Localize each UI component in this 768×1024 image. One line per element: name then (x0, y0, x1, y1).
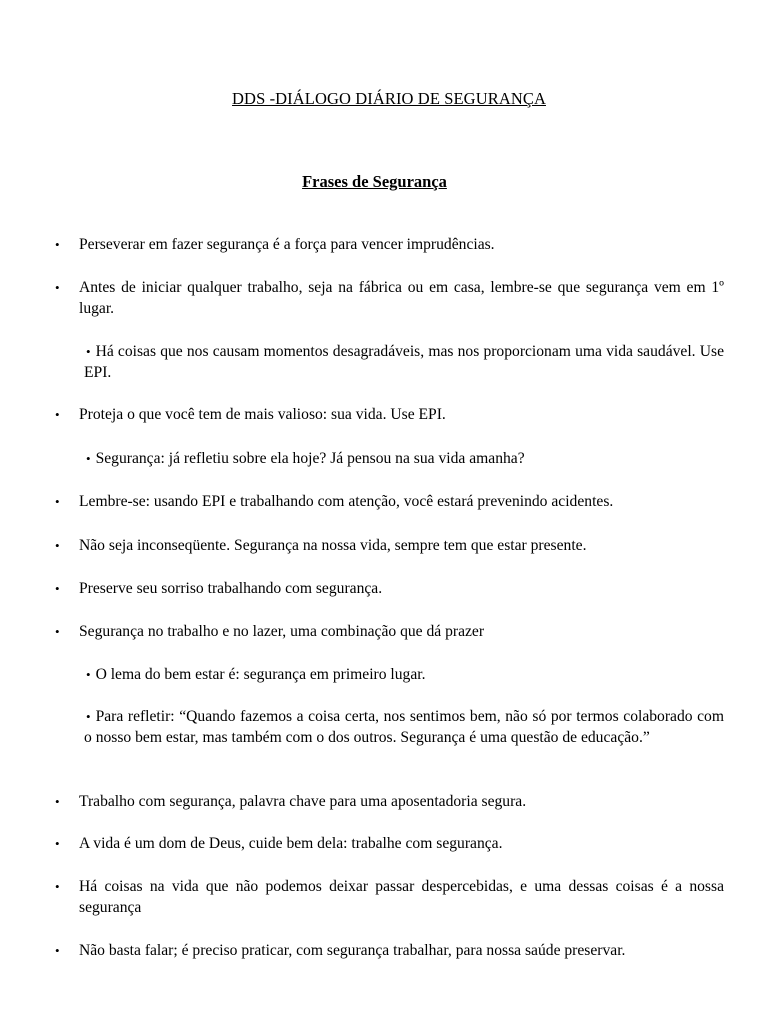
document-title: DDS -DIÁLOGO DIÁRIO DE SEGURANÇA (232, 89, 546, 108)
list-item-text: Antes de iniciar qualquer trabalho, seja na fábrica ou em casa, lembre-se que segurança vem em 1º lugar. (79, 279, 724, 317)
list-item (55, 833, 724, 854)
bullet-icon: • (55, 538, 60, 553)
list-item (55, 491, 724, 512)
bullet-icon: • (55, 494, 60, 509)
list-item-text: Há coisas que nos causam momentos desagradáveis, mas nos proporcionam uma vida saudável. Use EPI. (84, 343, 724, 381)
list-item (55, 404, 724, 425)
list-item-text: Perseverar em fazer segurança é a força para vencer imprudências. (79, 236, 495, 253)
bullet-icon: • (86, 709, 91, 724)
bullet-icon: • (55, 237, 60, 252)
bullet-icon: • (55, 624, 60, 639)
list-item-text: O lema do bem estar é: segurança em primeiro lugar. (95, 666, 426, 683)
list-item-text: Segurança: já refletiu sobre ela hoje? Já pensou na sua vida amanha? (95, 450, 525, 467)
bullet-icon: • (55, 407, 60, 422)
sub-list-item (84, 706, 724, 748)
bullet-icon: • (55, 943, 60, 958)
list-item (55, 940, 724, 961)
list-item (55, 791, 724, 812)
list-item-text: A vida é um dom de Deus, cuide bem dela: trabalhe com segurança. (79, 835, 503, 852)
bullet-icon: • (55, 879, 60, 894)
list-item (55, 535, 724, 556)
list-item (55, 876, 724, 918)
document-subtitle: Frases de Segurança (302, 172, 447, 191)
list-item (55, 277, 724, 319)
list-item-text: Não basta falar; é preciso praticar, com segurança trabalhar, para nossa saúde preservar. (79, 942, 626, 959)
bullet-icon: • (55, 794, 60, 809)
list-item-text: Para refletir: “Quando fazemos a coisa certa, nos sentimos bem, não só por termos colaborado com o nosso bem estar, mas também com o dos outros. Segurança é uma questão de educação.” (84, 708, 724, 746)
bullet-icon: • (55, 581, 60, 596)
list-item (55, 621, 724, 642)
list-item-text: Preserve seu sorriso trabalhando com segurança. (79, 580, 383, 597)
list-item (55, 234, 724, 255)
list-item-text: Há coisas na vida que não podemos deixar passar despercebidas, e uma dessas coisas é a nossa segurança (79, 878, 724, 916)
list-item-text: Trabalho com segurança, palavra chave para uma aposentadoria segura. (79, 793, 527, 810)
sub-list-item (84, 448, 724, 469)
list-item-text: Segurança no trabalho e no lazer, uma combinação que dá prazer (79, 623, 485, 640)
bullet-icon: • (55, 836, 60, 851)
sub-list-item (84, 341, 724, 383)
bullet-icon: • (86, 344, 91, 359)
list-item-text: Não seja inconseqüente. Segurança na nossa vida, sempre tem que estar presente. (79, 537, 587, 554)
list-item-text: Proteja o que você tem de mais valioso: sua vida. Use EPI. (79, 406, 446, 423)
bullet-icon: • (86, 667, 91, 682)
bullet-icon: • (55, 280, 60, 295)
sub-list-item (84, 664, 724, 685)
bullet-icon: • (86, 451, 91, 466)
list-item (55, 578, 724, 599)
list-item-text: Lembre-se: usando EPI e trabalhando com atenção, você estará prevenindo acidentes. (79, 493, 614, 510)
